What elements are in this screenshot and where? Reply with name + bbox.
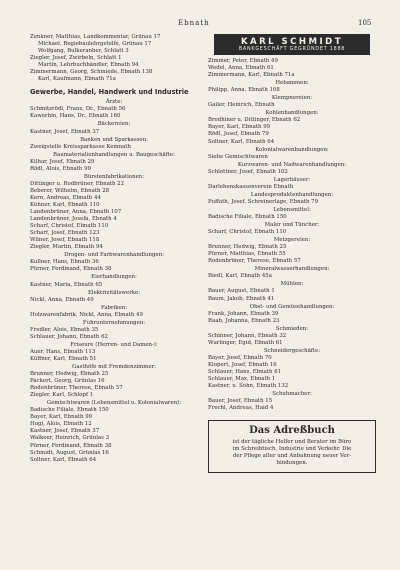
directory-entry: Soltner, Karl, Ebnath 64 <box>30 456 97 463</box>
directory-entry: Walkeer, Heinrich, Grünlas 3 <box>30 435 110 442</box>
category-heading: Eierhandlungen: <box>91 274 137 281</box>
directory-entry: Bayer, Karl, Ebnath 99 <box>30 414 93 421</box>
notice-line: ist der tägliche Helfer und Berater im Büro <box>232 439 352 446</box>
directory-section <box>30 252 198 273</box>
directory-section <box>208 391 376 412</box>
category-heading: Landesproduktenhandlungen: <box>250 191 334 198</box>
directory-entry: Nickl, Anna, Ebnath 49 <box>30 296 94 303</box>
category-heading: Metzgereien: <box>273 237 311 244</box>
directory-section <box>208 162 376 176</box>
directory-entry: Wedel, Anna, Ebnath 61 <box>208 65 274 72</box>
directory-entry: Rodenbrüner, Therese, Ebnath 57 <box>30 385 123 392</box>
category-heading: Bäckereien: <box>97 121 131 128</box>
category-heading: Hebammen: <box>275 80 309 87</box>
category-heading: Banken und Sparkassen: <box>80 136 148 143</box>
directory-entry: Hogl, Alois, Ebnath 12 <box>30 421 92 428</box>
directory-entry: Wurlinger, Egid, Ebnath 61 <box>208 339 283 346</box>
category-heading: Mineralwasserhandlungen: <box>254 266 330 273</box>
directory-entry: Soltner, Karl, Ebnath 64 <box>208 138 275 145</box>
directory-entry: Siehe Gemischtwaren <box>208 153 268 160</box>
directory-entry: Schlottner, Josef, Ebnath 102 <box>208 168 288 175</box>
directory-entry: Frank, Johann, Ebnath 39 <box>208 310 279 317</box>
directory-entry: Badische Filiale, Ebnath 150 <box>30 407 109 414</box>
directory-entry: Karl, Kaufmann, Ebnath 71a <box>38 76 116 83</box>
right-column <box>208 34 376 473</box>
directory-entry: Darlehenskassenverein Ebnath <box>208 183 294 190</box>
category-heading: Kohlenhandlungen: <box>265 110 319 117</box>
directory-entry: Bayer, Josef, Ebnath 70 <box>208 354 272 361</box>
directory-entry: Biedl, Karl, Ebnath 45a <box>208 273 272 280</box>
directory-entry: Brunner, Hedwig, Ebnath 25 <box>30 371 109 378</box>
directory-entry: Bauer, Josef, Ebnath 15 <box>208 398 273 405</box>
directory-section <box>208 192 376 206</box>
directory-entry: Rödl, Josef, Ebnath 79 <box>208 131 269 138</box>
directory-section <box>30 174 198 252</box>
directory-entry: Kastner, Josef, Ebnath 37 <box>30 128 100 135</box>
directory-entry: Küffner, Karl, Ebnath 51 <box>30 355 97 362</box>
directory-entry: Zimmermann, Georg, Schmiede, Ebnath 138 <box>30 69 153 76</box>
directory-entry: Holzwarenfabrik, Nickl, Anna, Ebnath 49 <box>30 311 143 318</box>
notice-title: Das Adreßbuch <box>249 425 335 437</box>
directory-entry: Ziegler, Josef, Zwirbeln, Schlatt 1 <box>30 55 122 62</box>
directory-section <box>30 290 198 304</box>
directory-entry: Pürner, Matthias, Ebnath 55 <box>208 251 286 258</box>
category-heading: Klempnereien: <box>271 95 313 102</box>
directory-entry: Michael, Regiebaulehrgehilfe, Grünau 17 <box>38 41 152 48</box>
directory-section <box>208 326 376 347</box>
category-heading: Fuhrunternehmungen: <box>82 319 146 326</box>
directory-entry: Kühner, Karl, Ebnath 110 <box>30 201 100 208</box>
category-heading: Baumaterialienhandlungen u. Baugeschäfte: <box>53 151 175 158</box>
directory-entry: Kastner, u. Sohn, Ebnath 132 <box>208 383 289 390</box>
directory-entry: Auer, Hans, Ebnath 113 <box>30 348 96 355</box>
directory-section <box>208 177 376 191</box>
directory-section <box>208 304 376 325</box>
addressbook-notice-box <box>208 420 376 473</box>
directory-entry: Kastner, Josef, Ebnath 37 <box>30 428 100 435</box>
directory-section <box>208 207 376 221</box>
directory-entry: Landenbrüner, Josefa, Ebnath 4 <box>30 216 117 223</box>
category-heading: Gasthöfe mit Fremdenzimmer: <box>72 364 156 371</box>
directory-entry: Beberer, Wilhelm, Ebnath 28 <box>30 187 110 194</box>
directory-section <box>208 80 376 94</box>
directory-entry: Gailer, Heinrich, Ebnath <box>208 102 275 109</box>
directory-entry: Brodhiner u. Dittinger, Ebnath 62 <box>208 117 301 124</box>
directory-entry: Bayer, Karl, Ebnath 99 <box>208 124 271 131</box>
directory-entry: Schmidt, August, Grünlas 16 <box>30 449 109 456</box>
directory-entry: Kastner, Maria, Ebnath 65 <box>30 281 103 288</box>
left-column <box>30 34 198 464</box>
directory-entry: Frechl, Andreas, Haid 4 <box>208 405 274 412</box>
category-heading: Bürstenfabrikationen: <box>83 173 145 180</box>
directory-entry: Scharf, Christof, Ebnath 110 <box>208 229 287 236</box>
directory-section <box>30 342 198 363</box>
directory-entry: Zenkner, Matthias, Landkommentar, Grünau 17 <box>30 34 161 40</box>
category-heading: Mühlen: <box>280 281 304 288</box>
directory-entry: Pürner, Ferdinand, Ebnath 38 <box>30 266 112 273</box>
category-heading: Gemischtwaren (Lebensmittel u. Kolonialwaren): <box>46 400 182 407</box>
directory-entry: Zimmer, Peter, Ebnath 49 <box>208 58 278 64</box>
directory-section <box>208 147 376 161</box>
directory-entry: Schlauer, Max, Ebnath 1 <box>208 376 276 383</box>
directory-entry: Dittinger u. Rodbrüner, Ebnath 22 <box>30 180 125 187</box>
category-heading: Ärzte: <box>105 99 123 106</box>
category-heading: Lebensmittel: <box>273 206 311 213</box>
notice-line: der Pflege alter und Anbahnung neuer Ver- <box>232 453 352 460</box>
directory-section <box>208 348 376 390</box>
directory-section <box>30 364 198 399</box>
directory-entry: Kilhar, Josef, Ebnath 29 <box>30 158 95 165</box>
directory-entry: Bauer, August, Ebnath 1 <box>208 288 275 295</box>
directory-entry: Wilner, Josef, Ebnath 118 <box>30 237 100 244</box>
directory-entry: Raab, Johanna, Ebnath 23 <box>208 317 280 324</box>
directory-section <box>208 281 376 302</box>
directory-section <box>208 222 376 236</box>
directory-entry: Baum, Jakob, Ebnath 41 <box>208 295 275 302</box>
directory-entry: Puffath, Josef, Schreinerlage, Ebnath 79 <box>208 198 319 205</box>
directory-entry: Rodenbrüner, Therese, Ebnath 57 <box>208 258 301 265</box>
category-heading: Kurzwaren- und Nadwarenhandlungen: <box>237 161 347 168</box>
category-heading: Elektrizitätswerke: <box>87 289 141 296</box>
directory-entry: Schlauer, Hans, Ebnath 61 <box>208 368 282 375</box>
directory-section <box>30 121 198 135</box>
category-heading: Lagerhäuser: <box>273 176 311 183</box>
directory-entry: Badische Filiale, Ebnath 150 <box>208 213 287 220</box>
page-number: 105 <box>358 19 372 27</box>
directory-entry: Scharf, Josef, Ebnath 123 <box>30 230 100 237</box>
directory-entry: Pürner, Ferdinand, Ebnath 38 <box>30 442 112 449</box>
directory-entry: Schmitzrödl, Franz, Dr., Ebnath 56 <box>30 106 126 113</box>
directory-entry: Philipp, Anna, Ebnath 108 <box>208 87 280 94</box>
directory-section <box>30 137 198 151</box>
directory-entry: Zimmermann, Karl, Ebnath 71a <box>208 72 295 79</box>
section-main-heading: Gewerbe, Handel, Handwerk und Industrie <box>30 88 189 97</box>
directory-section <box>30 274 198 288</box>
directory-section <box>208 95 376 109</box>
directory-section <box>30 152 198 173</box>
directory-entry: Klopert, Josef, Ebnath 16 <box>208 361 277 368</box>
directory-entry: Scharf, Christof, Ebnath 110 <box>30 223 109 230</box>
category-heading: Schmieden: <box>275 325 309 332</box>
directory-section <box>30 305 198 319</box>
ad-company-name: KARL SCHMIDT <box>240 37 344 47</box>
bank-advertisement <box>214 34 370 55</box>
directory-section <box>30 400 198 463</box>
category-heading: Fabriken: <box>100 304 128 311</box>
category-heading: Drogen- und Farbwarenhandlungen: <box>64 252 164 259</box>
directory-section <box>208 266 376 280</box>
directory-entry: Schinner, Johann, Ebnath 32 <box>208 332 287 339</box>
directory-entry: Ziegler, Karl, Schlopf 1 <box>30 392 94 399</box>
category-heading: Obst- und Gemüsehandlungen: <box>249 303 335 310</box>
directory-entry: Kullner, Hans, Ebnath 36 <box>30 259 99 266</box>
directory-entry: Fredler, Alois, Ebnath 35 <box>30 326 99 333</box>
directory-entry: Rödl, Alois, Ebnath 99 <box>30 165 91 172</box>
directory-entry: Packert, Georg, Grünlas 16 <box>30 378 105 385</box>
category-heading: Schuhmacher: <box>272 391 312 398</box>
ad-subtitle: BANKGESCHÄFT GEGRÜNDET 1888 <box>238 47 346 52</box>
notice-line: bindungen. <box>276 460 308 467</box>
directory-section <box>208 237 376 265</box>
directory-entry: Schlauer, Johann, Ebnath 62 <box>30 333 108 340</box>
directory-entry: Landenbrüner, Anna, Ebnath 107 <box>30 209 122 216</box>
category-heading: Schneidergeschäfte: <box>263 347 321 354</box>
directory-entry: Wolfgang, Bulkeranber, Schlatt 3 <box>38 48 129 55</box>
category-heading: Kolonialwarenhandlungen: <box>255 146 329 153</box>
directory-entry: Brunner, Hedwig, Ebnath 25 <box>208 244 287 251</box>
category-heading: Friseure (Herren- und Damen-): <box>70 341 158 348</box>
directory-entry: Zweigstelle Kreissparkasse Kemnath <box>30 143 131 150</box>
directory-entry: Ziegler, Martin, Ebnath 94 <box>30 244 103 251</box>
directory-entry: Kern, Andreas, Ebnath 44 <box>30 194 101 201</box>
notice-line: im Schreibtisch, Industrie und Verkehr. Die <box>232 446 352 453</box>
directory-entry: Kawerbin, Hans, Dr., Ebnath 160 <box>30 113 121 120</box>
category-heading: Maler und Tüncher: <box>264 222 320 229</box>
directory-section <box>208 110 376 145</box>
directory-section <box>30 320 198 341</box>
directory-entry: Martin, Lehrbuchhändler, Ebnath 94 <box>38 62 139 69</box>
directory-section <box>30 99 198 120</box>
page-header-title: Ebnath <box>178 19 210 27</box>
